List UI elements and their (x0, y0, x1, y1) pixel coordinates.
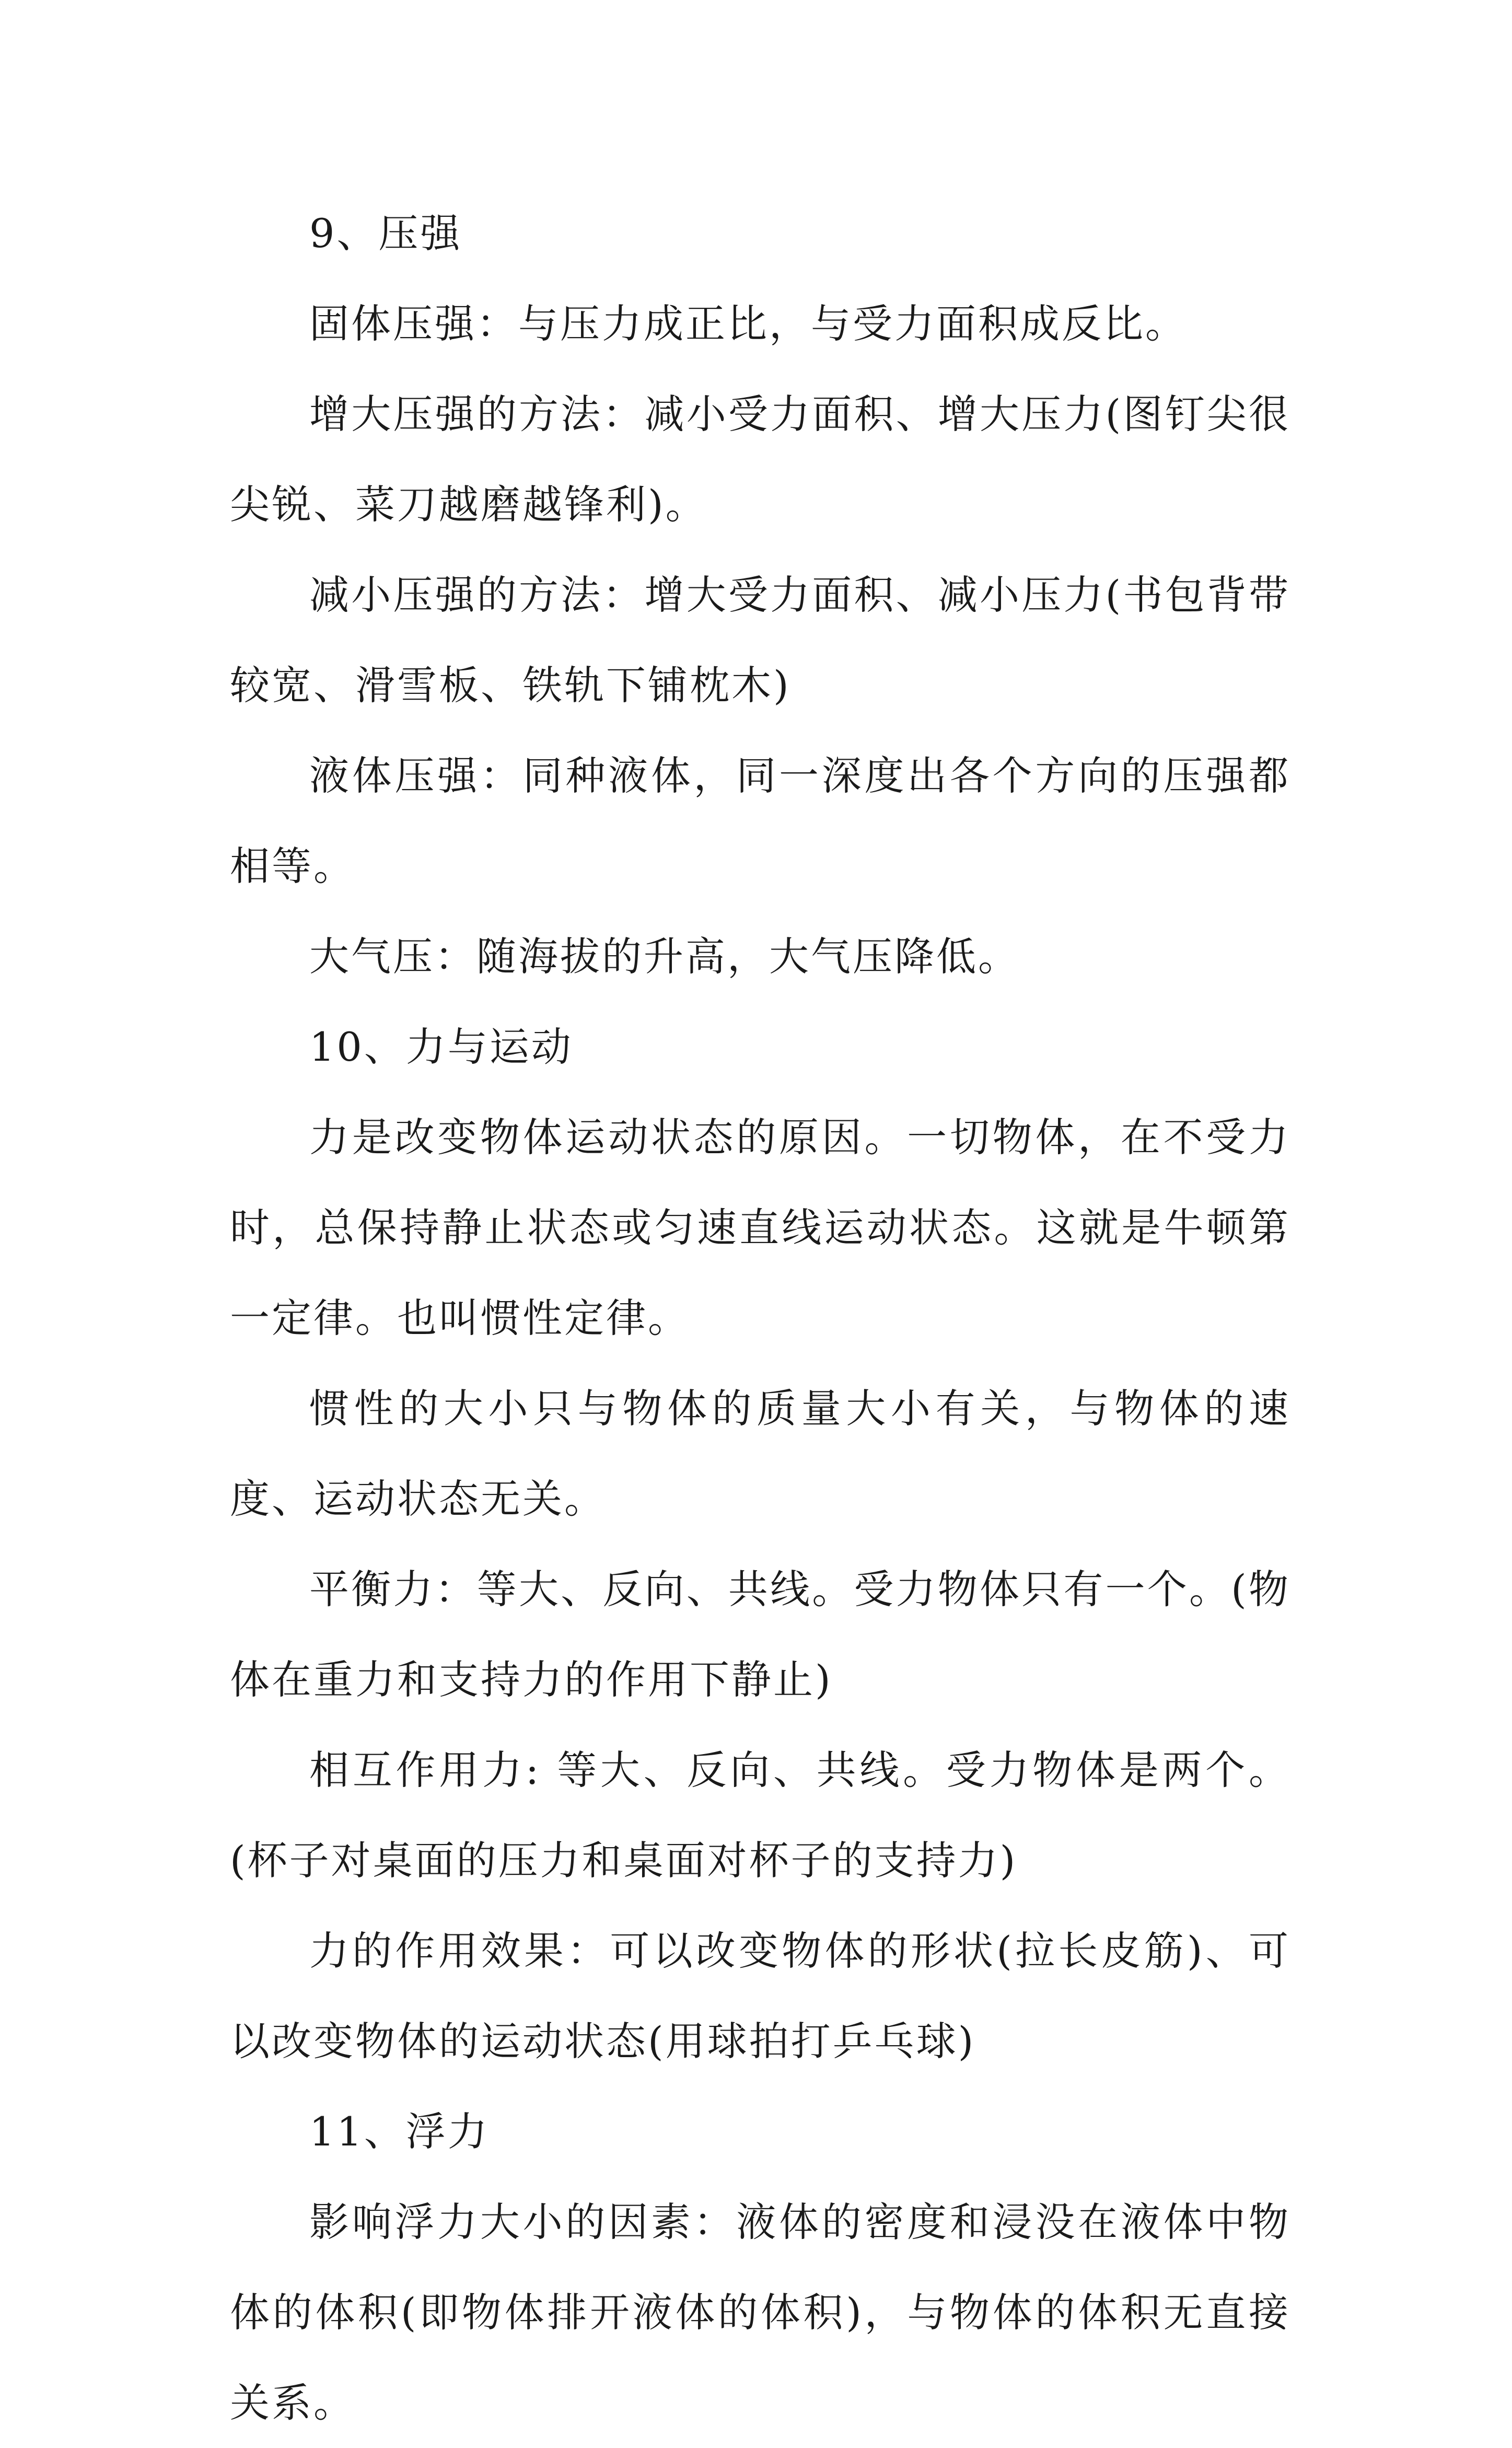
paragraph-force-effects: 力的作用效果：可以改变物体的形状(拉长皮筋)、可以改变物体的运动状态(用球拍打乒乓球) (230, 1928, 1290, 2064)
paragraph-increase-pressure: 增大压强的方法：减小受力面积、增大压力(图钉尖很尖锐、菜刀越磨越锋利)。 (230, 391, 1290, 528)
section-heading-buoyancy: 11、浮力 (309, 2108, 490, 2155)
paragraph-interaction-forces: 相互作用力: 等大、反向、共线。受力物体是两个。(杯子对桌面的压力和桌面对杯子的支持力) (230, 1747, 1290, 1884)
paragraph-balanced-forces: 平衡力：等大、反向、共线。受力物体只有一个。(物体在重力和支持力的作用下静止) (230, 1566, 1290, 1703)
paragraph-liquid-pressure: 液体压强：同种液体，同一深度出各个方向的压强都相等。 (230, 752, 1290, 889)
section-heading-pressure: 9、压强 (309, 210, 462, 257)
section-heading-force-motion: 10、力与运动 (309, 1024, 573, 1070)
paragraph-inertia: 惯性的大小只与物体的质量大小有关，与物体的速度、运动状态无关。 (230, 1385, 1290, 1522)
paragraph-newton-first-law: 力是改变物体运动状态的原因。一切物体，在不受力时，总保持静止状态或匀速直线运动状态。这就是牛顿第一定律。也叫惯性定律。 (230, 1114, 1290, 1341)
paragraph-decrease-pressure: 减小压强的方法：增大受力面积、减小压力(书包背带较宽、滑雪板、铁轨下铺枕木) (230, 572, 1290, 709)
paragraph-solid-pressure: 固体压强：与压力成正比，与受力面积成反比。 (309, 300, 1187, 347)
document-body (230, 188, 1290, 2448)
paragraph-atmospheric-pressure: 大气压：随海拔的升高，大气压降低。 (309, 933, 1020, 980)
paragraph-buoyancy-factors: 影响浮力大小的因素：液体的密度和浸没在液体中物体的体积(即物体排开液体的体积)，与物体的体积无直接关系。 (230, 2199, 1290, 2426)
